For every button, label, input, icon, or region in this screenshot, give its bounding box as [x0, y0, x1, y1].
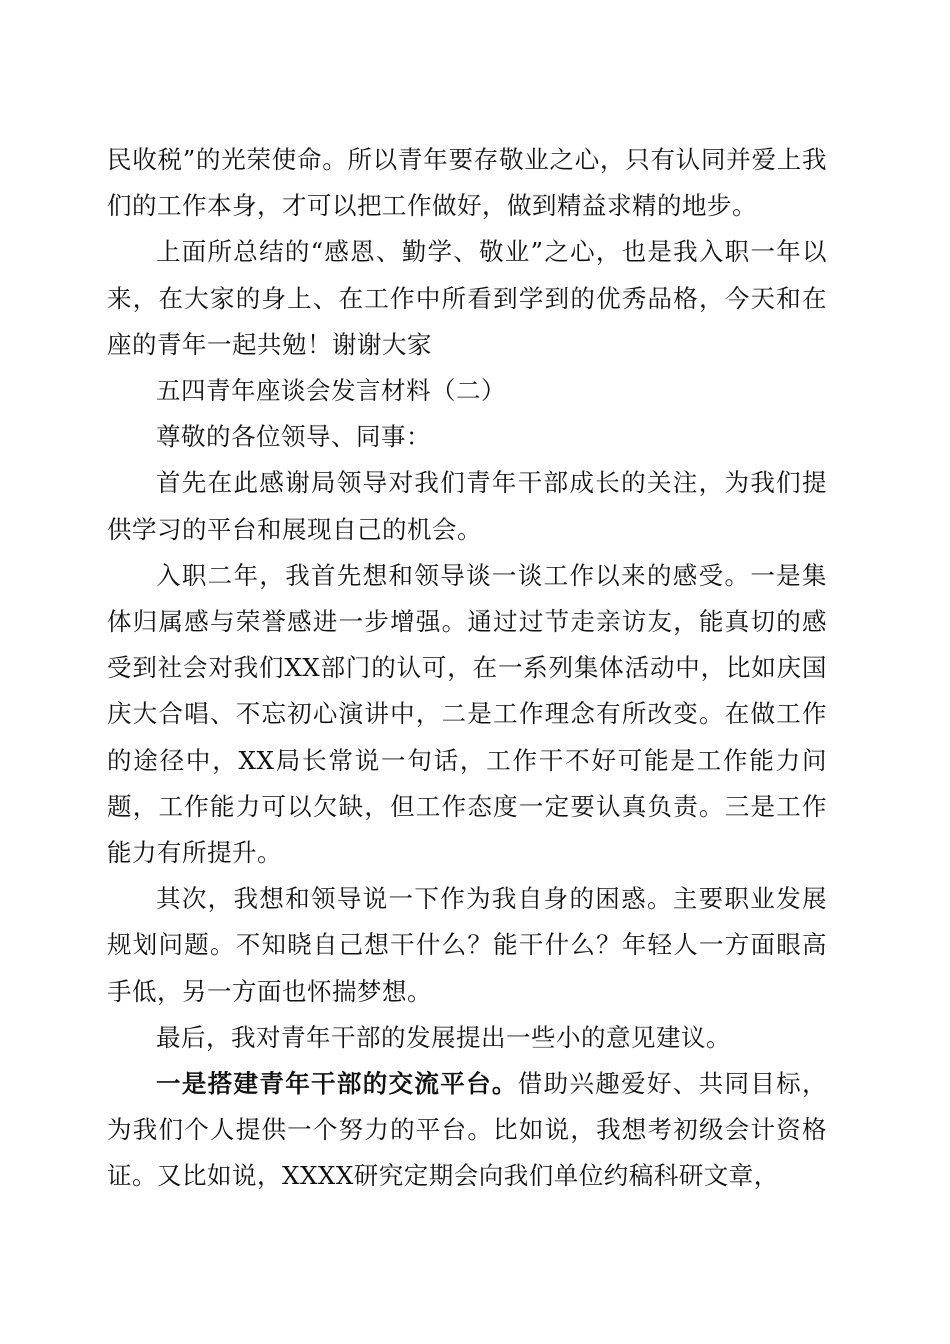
paragraph-5: 首先在此感谢局领导对我们青年干部成长的关注，为我们提供学习的平台和展现自己的机会。	[107, 468, 827, 544]
paragraph-7: 其次，我想和领导说一下作为我自身的困惑。主要职业发展规划问题。不知晓自己想干什么？能干什么？年轻人一方面眼高手低，另一方面也怀揣梦想。	[107, 884, 827, 1006]
paragraph-9-text: 借助兴趣爱好、共同目标，为我们个人提供一个努力的平台。比如说，我想考初级会计资格证。又比如说，XXXX研究定期会向我们单位约稿科研文章，	[107, 1069, 828, 1191]
paragraph-9-lead: 一是搭建青年干部的交流平台。	[156, 1069, 518, 1099]
paragraph-9	[107, 1061, 827, 1200]
document-body	[107, 137, 827, 1200]
salutation: 尊敬的各位领导、同事：	[156, 422, 431, 452]
paragraph-6: 入职二年，我首先想和领导谈一谈工作以来的感受。一是集体归属感与荣誉感进一步增强。通过过节走亲访友，能真切的感受到社会对我们XX部门的认可，在一系列集体活动中，比如庆国庆大合唱、不忘初心演讲中，二是工作理念有所改变。在做工作的途径中，XX局长常说一句话，工作干不好可能是工作能力问题，工作能力可以欠缺，但工作态度一定要认真负责。三是工作能力有所提升。	[107, 560, 827, 868]
section-title: 五四青年座谈会发言材料（二）	[156, 376, 506, 406]
paragraph-8: 最后，我对青年干部的发展提出一些小的意见建议。	[156, 1022, 731, 1052]
paragraph-2: 上面所总结的“感恩、勤学、敬业”之心，也是我入职一年以来，在大家的身上、在工作中所看到学到的优秀品格，今天和在座的青年一起共勉！谢谢大家	[107, 237, 827, 359]
paragraph-1: 民收税”的光荣使命。所以青年要存敬业之心，只有认同并爱上我们的工作本身，才可以把工作做好，做到精益求精的地步。	[107, 145, 827, 221]
